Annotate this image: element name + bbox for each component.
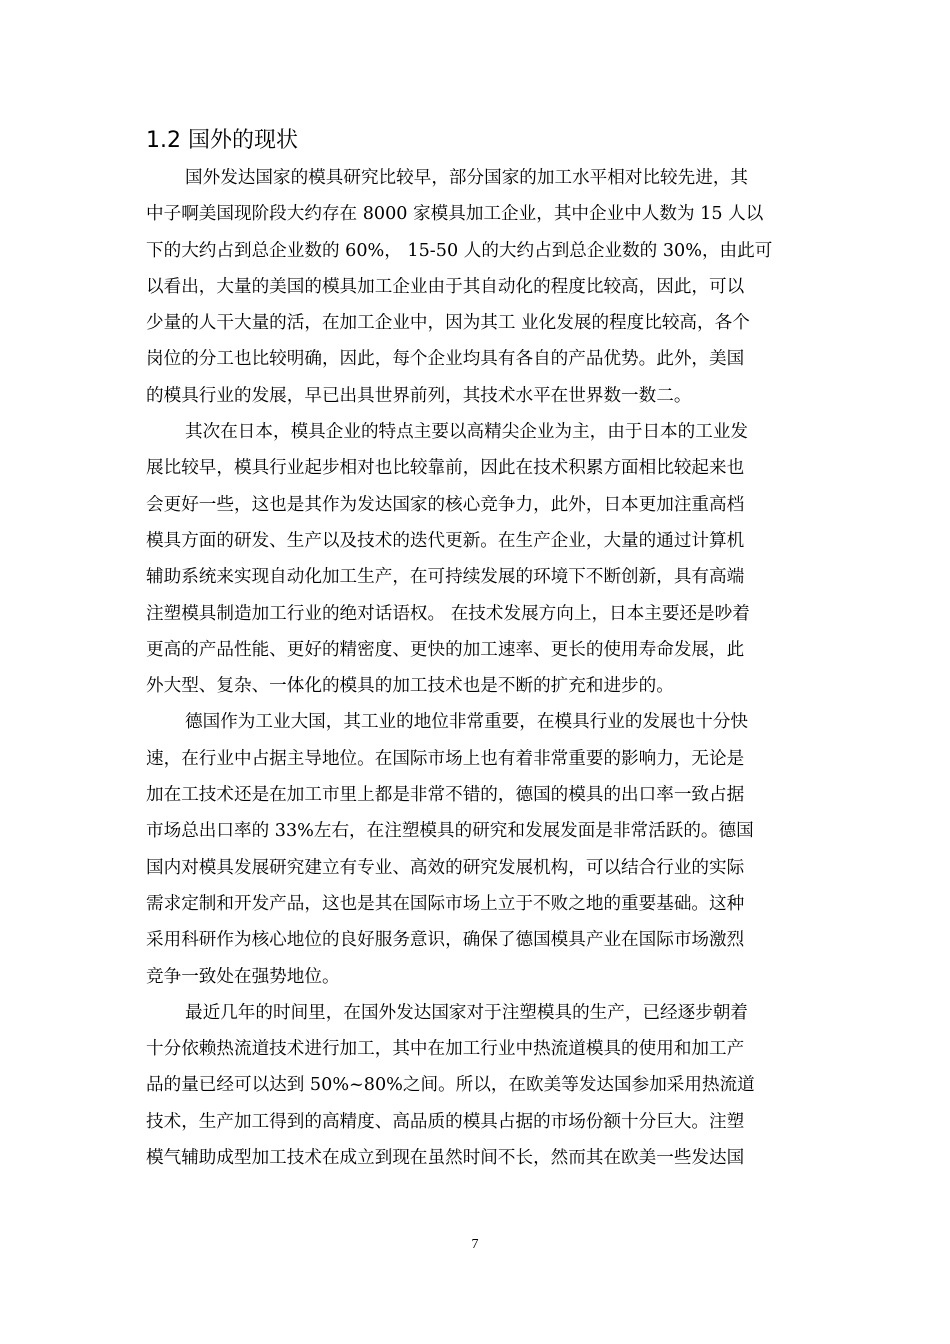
paragraph-usa xyxy=(146,160,806,414)
text-line: 最近几年的时间里，在国外发达国家对于注塑模具的生产，已经逐步朝着 xyxy=(185,1002,749,1023)
text-line: 下的大约占到总企业数的 60%， 15-50 人的大约占到总企业数的 30%，由此可 xyxy=(146,240,773,261)
text-line: 注塑模具制造加工行业的绝对话语权。 在技术发展方向上，日本主要还是吵着 xyxy=(146,603,750,624)
text-line: 需求定制和开发产品，这也是其在国际市场上立于不败之地的重要基础。这种 xyxy=(146,893,745,914)
page-number: 7 xyxy=(471,1237,479,1252)
text-line: 岗位的分工也比较明确，因此，每个企业均具有各自的产品优势。此外，美国 xyxy=(146,349,745,370)
text-line: 其次在日本，模具企业的特点主要以高精尖企业为主，由于日本的工业发 xyxy=(185,422,749,443)
text-line: 的模具行业的发展，早已出具世界前列，其技术水平在世界数一数二。 xyxy=(146,385,692,406)
section-heading: 1.2 国外的现状 xyxy=(146,128,298,153)
text-line: 模气辅助成型加工技术在成立到现在虽然时间不长，然而其在欧美一些发达国 xyxy=(146,1148,745,1169)
text-line: 中子啊美国现阶段大约存在 8000 家模具加工企业，其中企业中人数为 15 人以 xyxy=(146,204,764,225)
paragraph-germany xyxy=(146,704,806,994)
text-line: 国内对模具发展研究建立有专业、高效的研究发展机构，可以结合行业的实际 xyxy=(146,857,745,878)
text-line: 更高的产品性能、更好的精密度、更快的加工速率、更长的使用寿命发展，此 xyxy=(146,639,745,660)
text-line: 展比较早，模具行业起步相对也比较靠前，因此在技术积累方面相比较起来也 xyxy=(146,458,745,479)
text-line: 模具方面的研发、生产以及技术的迭代更新。在生产企业，大量的通过计算机 xyxy=(146,530,745,551)
text-line: 以看出，大量的美国的模具加工企业由于其自动化的程度比较高，因此，可以 xyxy=(146,276,745,297)
body-text xyxy=(146,160,806,1176)
text-line: 少量的人干大量的活，在加工企业中，因为其工 业化发展的程度比较高，各个 xyxy=(146,313,750,334)
paragraph-japan xyxy=(146,414,806,704)
text-line: 竞争一致处在强势地位。 xyxy=(146,966,340,987)
text-line: 品的量已经可以达到 50%~80%之间。所以，在欧美等发达国参加采用热流道 xyxy=(146,1075,755,1096)
text-line: 速，在行业中占据主导地位。在国际市场上也有着非常重要的影响力，无论是 xyxy=(146,748,745,769)
paragraph-hot-runner xyxy=(146,995,806,1176)
text-line: 国外发达国家的模具研究比较早，部分国家的加工水平相对比较先进，其 xyxy=(185,168,749,188)
text-line: 加在工技术还是在加工市里上都是非常不错的，德国的模具的出口率一致占据 xyxy=(146,785,745,806)
text-line: 德国作为工业大国，其工业的地位非常重要，在模具行业的发展也十分快 xyxy=(185,712,749,733)
text-line: 采用科研作为核心地位的良好服务意识，确保了德国模具产业在国际市场激烈 xyxy=(146,930,745,951)
text-line: 辅助系统来实现自动化加工生产，在可持续发展的环境下不断创新，具有高端 xyxy=(146,567,745,588)
text-line: 技术，生产加工得到的高精度、高品质的模具占据的市场份额十分巨大。注塑 xyxy=(146,1111,745,1132)
text-line: 市场总出口率的 33%左右，在注塑模具的研究和发展发面是非常活跃的。德国 xyxy=(146,821,754,842)
text-line: 外大型、复杂、一体化的模具的加工技术也是不断的扩充和进步的。 xyxy=(146,676,674,697)
text-line: 十分依赖热流道技术进行加工，其中在加工行业中热流道模具的使用和加工产 xyxy=(146,1039,745,1060)
text-line: 会更好一些，这也是其作为发达国家的核心竞争力，此外，日本更加注重高档 xyxy=(146,494,745,515)
